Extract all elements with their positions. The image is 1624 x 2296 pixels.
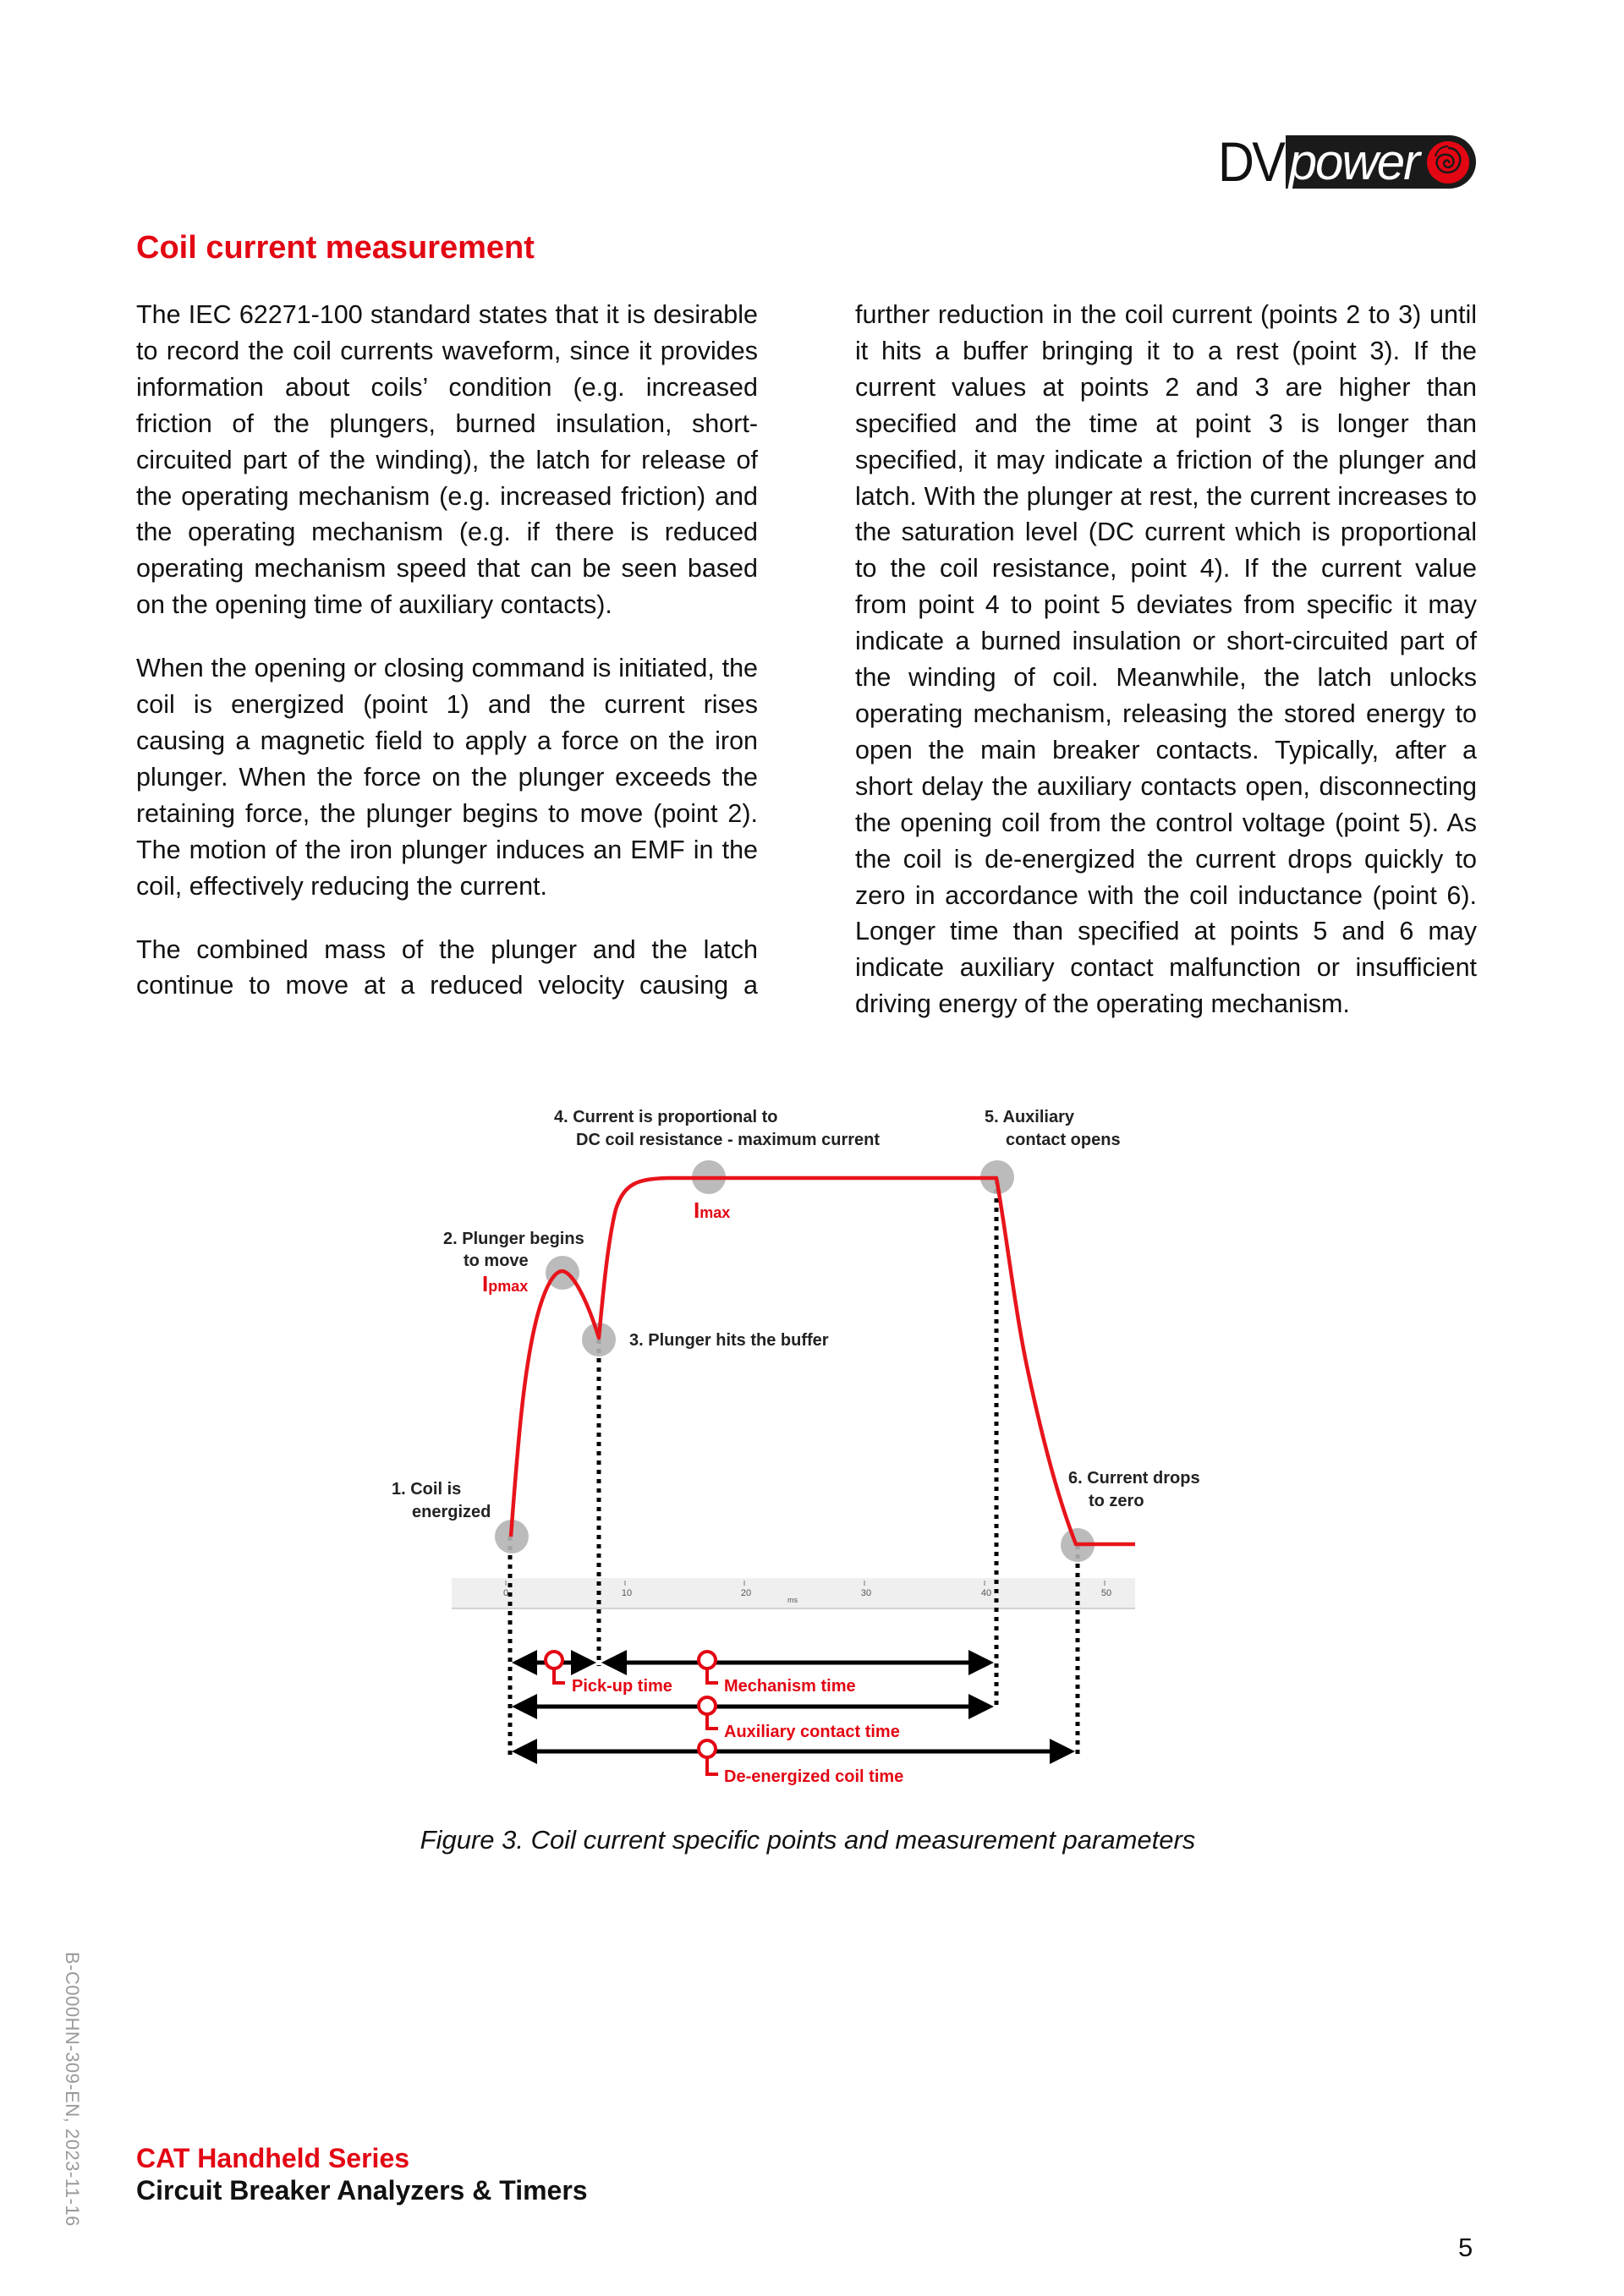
label-point-1-line2: energized: [412, 1503, 491, 1521]
paragraph: The combined mass of the plunger and the latch continue to move at a reduced velocity causing a: [136, 934, 758, 1000]
tick-label: 40: [980, 1588, 992, 1598]
label-point-5-line1: 5. Auxiliary: [985, 1108, 1074, 1126]
tick-label: 50: [1100, 1588, 1112, 1598]
tick-label: 20: [740, 1588, 752, 1598]
interval-pins: [546, 1652, 718, 1774]
label-point-6-line2: to zero: [1089, 1492, 1144, 1510]
label-point-6-line1: 6. Current drops: [1068, 1469, 1200, 1488]
logo-dv-text: DV: [1218, 130, 1284, 193]
coil-current-curve: [511, 1178, 1135, 1544]
tick-label: 30: [860, 1588, 872, 1598]
label-ipmax: Ipmax: [482, 1271, 529, 1296]
time-axis: [452, 1578, 1135, 1608]
mechanism-time-label: Mechanism time: [724, 1677, 856, 1696]
axis-unit-label: ms: [787, 1596, 798, 1604]
label-point-3: 3. Plunger hits the buffer: [629, 1331, 829, 1350]
auxiliary-contact-time-label: Auxiliary contact time: [724, 1723, 900, 1741]
tick-label: 0: [502, 1588, 509, 1598]
logo-power-text: power: [1288, 133, 1419, 190]
tick-label: 10: [621, 1588, 633, 1598]
footer-series: CAT Handheld Series: [136, 2143, 410, 2173]
label-point-1-line1: 1. Coil is: [392, 1480, 462, 1499]
logo-power-badge: [1286, 135, 1476, 189]
page-number: 5: [1458, 2233, 1473, 2262]
label-point-2-line1: 2. Plunger begins: [443, 1230, 584, 1248]
dotted-guides: [510, 1180, 1078, 1755]
paragraph: When the opening or closing command is initiated, the coil is energized (point 1) and the current rises causing a magnetic field to apply a force on the iron plunger. When the force on the plunger exceeds the retaining force, the plunger begins to move (point 2). The motion of the iron plunger induces an EMF in the coil, effectively reducing the current.: [136, 654, 758, 901]
footer-product: Circuit Breaker Analyzers & Timers: [136, 2175, 588, 2206]
pickup-time-label: Pick-up time: [572, 1677, 672, 1696]
rose-icon: [1425, 140, 1471, 185]
paragraph: further reduction in the coil current (points 2 to 3) until it hits a buffer bringing it to a rest (point 3). If the current values at points 2 and 3 are higher than specified and the time at point 3 is longer than specified, it may indicate a friction of the plunger and latch. With the plunger at rest, the current increases to the saturation level (DC current which is proportional to the coil resistance, point 4). If the current value from point 4 to point 5 deviates from specific it may indicate a burned insulation or short-circuited part of the winding of coil. Meanwhile, the latch unlocks operating mechanism, releasing the stored energy to open the main breaker contacts. Typically, after a short delay the auxiliary contacts open, disconnecting the opening coil from the control voltage (point 5). As the coil is de-energized the current drops quickly to zero in accordance with the coil inductance (point 6). Longer time than specified at points 5 and 6 may indicate auxiliary contact malfunction or insufficient driving energy of the operating mechanism.: [855, 300, 1477, 1019]
label-imax: Imax: [694, 1197, 731, 1223]
section-title: Coil current measurement: [136, 230, 535, 266]
figure-caption: Figure 3. Coil current specific points and measurement parameters: [420, 1825, 1196, 1855]
label-point-5-line2: contact opens: [1006, 1131, 1121, 1149]
label-point-4-line1: 4. Current is proportional to: [554, 1108, 778, 1126]
dv-power-logo: [1218, 130, 1476, 193]
label-point-4-line2: DC coil resistance - maximum current: [576, 1131, 881, 1149]
de-energized-coil-time-label: De-energized coil time: [724, 1767, 904, 1786]
body-right-column: [855, 297, 1477, 1049]
paragraph: The IEC 62271-100 standard states that it is desirable to record the coil currents waveform, since it provides information about coils’ condition (e.g. increased friction of the plungers, burned insulation, short-circuited part of the winding), the latch for release of the operating mechanism (e.g. increased friction) and the operating mechanism (e.g. if there is reduced operating mechanism speed that can be seen based on the opening time of auxiliary contacts).: [136, 300, 758, 620]
body-left-column: [136, 297, 758, 1031]
label-point-2-line2: to move: [464, 1252, 529, 1270]
document-code: B-C000HN-309-EN, 2023-11-16: [62, 1952, 83, 2227]
